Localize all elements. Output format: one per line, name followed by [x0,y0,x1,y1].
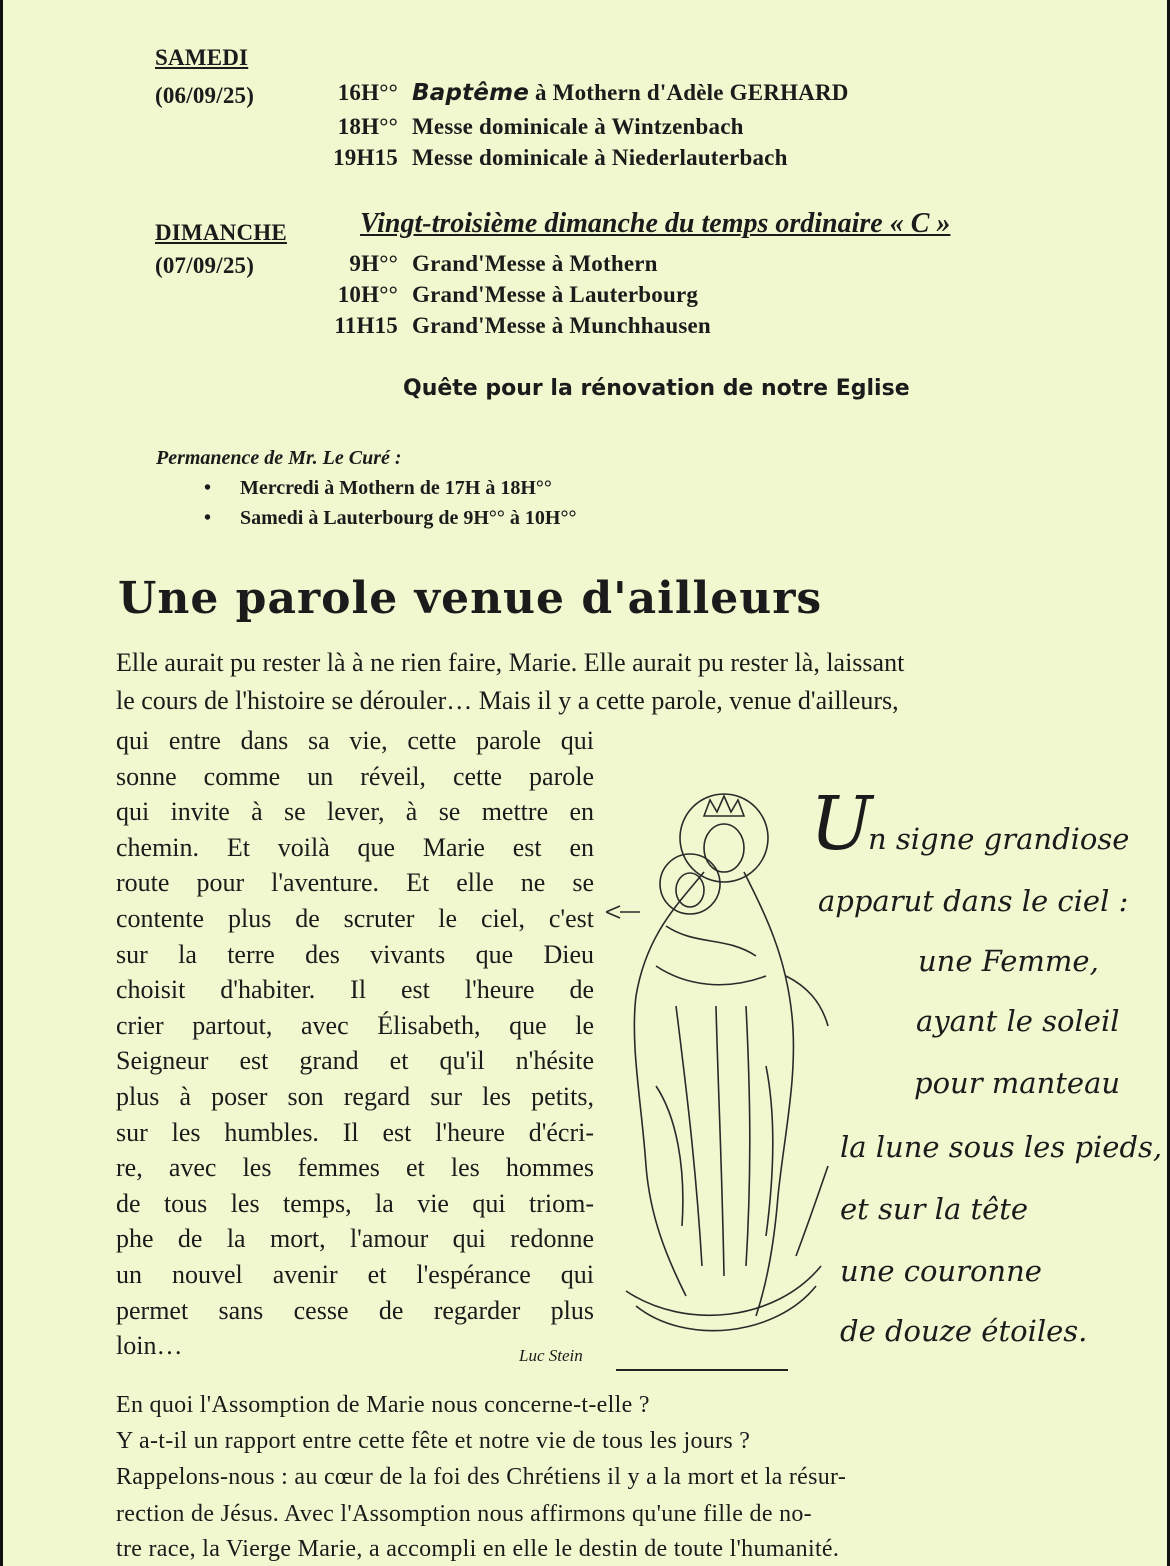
saturday-day-label: SAMEDI [155,45,249,70]
sunday-day-label: DIMANCHE [155,220,287,245]
verse-dropcap: U [810,781,873,867]
virgin-and-child-engraving-icon [606,786,831,1346]
verse-line: de douze étoiles. [840,1314,1088,1348]
article-column-line: permet sans cesse de regarder plus [116,1295,594,1325]
saturday-date-label: (06/09/25) [155,83,255,108]
permanence-title: Permanence de Mr. Le Curé : [156,447,402,469]
closing-line: tre race, la Vierge Marie, a accompli en elle le destin de toute l'humanité. [116,1536,840,1562]
sunday-date-label: (07/09/25) [155,253,255,278]
sunday-liturgical-title: Vingt-troisième dimanche du temps ordinaire « C » [360,208,951,239]
article-column-line: sur la terre des vivants que Dieu [116,939,594,969]
event-time: 11H15 [334,313,398,338]
bullet-icon: • [204,507,212,529]
event-time: 19H15 [333,145,398,170]
article-signature: Luc Stein [519,1346,583,1365]
event-time: 10H°° [337,282,398,307]
verse-line: une couronne [840,1254,1042,1288]
article-intro-line: Elle aurait pu rester là à ne rien faire, Marie. Elle aurait pu rester là, laissant [116,648,905,677]
verse-line: ayant le soleil [916,1004,1120,1038]
verse-line: et sur la tête [840,1192,1029,1226]
event-text: à Mothern d'Adèle GERHARD [529,80,849,105]
permanence-item-text: Samedi à Lauterbourg de 9H°° à 10H°° [240,507,577,529]
permanence-item [204,507,576,530]
event-text: Messe dominicale à Niederlauterbach [412,145,788,170]
closing-line: Rappelons-nous : au cœur de la foi des Chrétiens il y a la mort et la résur- [116,1464,847,1490]
closing-line: En quoi l'Assomption de Marie nous concerne-t-elle ? [116,1392,650,1418]
permanence-item [204,477,552,500]
article-column-line: loin… [116,1331,183,1361]
event-text: Grand'Messe à Mothern [412,251,658,276]
article-column-line: qui entre dans sa vie, cette parole qui [116,726,594,755]
signature-divider [616,1369,788,1371]
article-column-line: contente plus de scruter le ciel, c'est [116,904,594,933]
article-column-line: un nouvel avenir et l'espérance qui [116,1260,594,1289]
event-text: Messe dominicale à Wintzenbach [412,114,744,139]
collection-notice: Quête pour la rénovation de notre Eglise [403,376,910,401]
event-text: Grand'Messe à Munchhausen [412,313,711,338]
article-column-line: qui invite à se lever, à se mettre en [116,797,594,827]
article-column-line: route pour l'aventure. Et elle ne se [116,868,594,898]
event-time: 18H°° [337,114,398,139]
verse-line: n signe grandiose [868,822,1130,856]
closing-line: rection de Jésus. Avec l'Assomption nous affirmons qu'une fille de no- [116,1501,812,1527]
article-column-line: de tous les temps, la vie qui triom- [116,1188,594,1218]
article-column-line: Seigneur est grand et qu'il n'hésite [116,1046,594,1076]
article-column-line: crier partout, avec Élisabeth, que le [116,1010,594,1040]
event-description [412,80,849,106]
verse-line: une Femme, [918,944,1099,978]
permanence-item-text: Mercredi à Mothern de 17H à 18H°° [240,477,552,499]
verse-line: la lune sous les pieds, [840,1130,1163,1164]
event-text: Grand'Messe à Lauterbourg [412,282,699,307]
article-title: Une parole venue d'ailleurs [118,573,823,624]
article-column-line: plus à poser son regard sur les petits, [116,1082,594,1111]
article-column-line: sur les humbles. Il est l'heure d'écri- [116,1117,594,1147]
bullet-icon: • [204,477,212,499]
article-column-line: phe de la mort, l'amour qui redonne [116,1224,594,1254]
event-time: 16H°° [337,80,398,105]
article-column-line: choisit d'habiter. Il est l'heure de [116,975,594,1005]
article-column-line: chemin. Et voilà que Marie est en [116,832,594,862]
event-time: 9H°° [349,251,398,276]
verse-line: apparut dans le ciel : [818,884,1129,918]
page-border-left [0,0,3,1566]
article-intro-line: le cours de l'histoire se dérouler… Mais il y a cette parole, venue d'ailleurs, [116,686,899,715]
verse-line: pour manteau [914,1066,1121,1100]
article-column-line: re, avec les femmes et les hommes [116,1153,594,1183]
event-keyword: Baptême [412,80,530,106]
closing-line: Y a-t-il un rapport entre cette fête et notre vie de tous les jours ? [116,1428,751,1454]
article-column-line: sonne comme un réveil, cette parole [116,761,594,791]
